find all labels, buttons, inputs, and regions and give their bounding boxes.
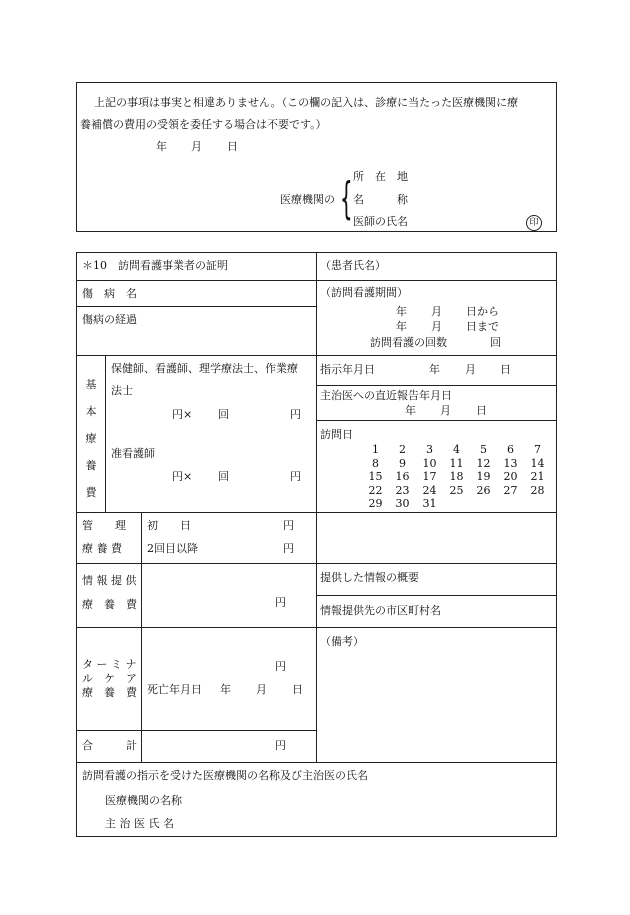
- report-date-day: 日: [476, 404, 487, 417]
- death-date-label: 死亡年月日: [147, 683, 202, 696]
- visit-day-18: 18: [449, 470, 464, 483]
- row-line: [76, 512, 557, 513]
- row-line: [76, 563, 557, 564]
- management-second-label: 2回目以降: [147, 542, 198, 555]
- disease-name-label: 傷 病 名: [82, 287, 137, 300]
- visit-unit-2: 回: [218, 470, 229, 483]
- visit-day-9: 9: [399, 456, 406, 470]
- total-label: 合 計: [82, 739, 137, 752]
- visit-unit-1: 回: [218, 408, 229, 421]
- management-fee-label-1: 管 理: [82, 519, 126, 532]
- period-from-month: 月: [431, 305, 442, 318]
- row-line: [76, 730, 316, 731]
- visit-day-5: 5: [480, 443, 487, 456]
- visit-day-28: 28: [530, 483, 545, 497]
- amount-unit-1: 円: [290, 408, 301, 421]
- row-line: [76, 306, 316, 307]
- address-field-label: 所 在 地: [353, 170, 408, 183]
- row-line: [316, 420, 557, 421]
- visit-day-2: 2: [399, 443, 406, 456]
- info-fee-label-1: 情 報 提 供: [82, 574, 137, 587]
- visit-day-20: 20: [503, 470, 518, 483]
- visit-day-29: 29: [368, 497, 383, 510]
- label-column-divider: [105, 355, 106, 512]
- visit-day-21: 21: [530, 470, 545, 483]
- section-title: ＊10 訪問看護事業者の証明: [82, 259, 228, 272]
- visit-days-grid: [362, 443, 551, 511]
- management-first-day-label: 初 日: [147, 519, 191, 532]
- report-date-year: 年: [405, 404, 416, 417]
- instruction-doctor-label: 主 治 医 氏 名: [105, 817, 174, 830]
- terminal-care-label-1: タ ー ミ ナ: [82, 658, 137, 671]
- nurse-types-line-1: 保健師、看護師、理学療法士、作業療: [111, 362, 298, 375]
- report-date-month: 月: [440, 404, 451, 417]
- terminal-care-label-3: 療 養 費: [82, 686, 137, 699]
- row-line: [76, 280, 557, 281]
- management-first-day-yen: 円: [283, 519, 294, 532]
- management-second-yen: 円: [283, 542, 294, 555]
- period-from-year: 年: [396, 305, 407, 318]
- amount-unit-2: 円: [290, 470, 301, 483]
- rate-per-visit-1: 円×: [172, 408, 193, 421]
- date-year-label: 年: [156, 140, 167, 153]
- period-to-day: 日まで: [466, 320, 499, 333]
- basic-fee-label: [84, 378, 98, 513]
- terminal-care-yen: 円: [275, 660, 286, 673]
- nurse-types-line-2: 法士: [111, 384, 133, 397]
- visit-count-unit: 回: [490, 336, 501, 349]
- period-to-year: 年: [396, 320, 407, 333]
- basic-fee-char: 基: [85, 378, 97, 391]
- institution-label: 医療機関の: [280, 193, 335, 206]
- visit-day-8: 8: [372, 456, 379, 470]
- visit-days-label: 訪問日: [320, 428, 353, 441]
- order-date-label: 指示年月日: [320, 363, 375, 376]
- visit-day-12: 12: [476, 456, 491, 470]
- visit-day-6: 6: [507, 443, 514, 456]
- total-yen: 円: [275, 739, 286, 752]
- visit-day-3: 3: [426, 443, 433, 456]
- row-line: [76, 355, 557, 356]
- visit-day-26: 26: [476, 483, 491, 497]
- management-fee-label-2: 療 養 費: [82, 542, 122, 555]
- visit-day-4: 4: [453, 443, 460, 456]
- progress-label: 傷病の経過: [82, 313, 137, 326]
- period-label: （訪問看護期間）: [320, 286, 408, 299]
- order-date-day: 日: [500, 363, 511, 376]
- rate-per-visit-2: 円×: [172, 470, 193, 483]
- row-line: [316, 385, 557, 386]
- report-date-label: 主治医への直近報告年月日: [320, 389, 452, 402]
- seal-mark-icon: 印: [526, 215, 542, 231]
- visit-day-19: 19: [476, 470, 491, 483]
- basic-fee-char: 養: [85, 459, 97, 472]
- basic-fee-char: 費: [85, 486, 97, 499]
- order-date-year: 年: [429, 363, 440, 376]
- visit-day-15: 15: [368, 470, 383, 483]
- info-fee-label-2: 療 養 費: [82, 598, 137, 611]
- patient-name-label: （患者氏名）: [320, 259, 386, 272]
- visit-day-31: 31: [422, 497, 437, 510]
- visit-day-16: 16: [395, 470, 410, 483]
- row-line: [316, 595, 557, 596]
- name-field-label: 名 称: [353, 193, 408, 206]
- date-month-label: 月: [191, 140, 202, 153]
- basic-fee-char: 本: [85, 405, 97, 418]
- visit-day-23: 23: [395, 483, 410, 497]
- instruction-title: 訪問看護の指示を受けた医療機関の名称及び主治医の氏名: [82, 769, 368, 782]
- visit-day-27: 27: [503, 483, 518, 497]
- info-fee-yen: 円: [275, 596, 286, 609]
- visit-day-17: 17: [422, 470, 437, 483]
- declaration-line-2: 養補償の費用の受領を委任する場合は不要です。）: [80, 118, 327, 131]
- visit-day-22: 22: [368, 483, 383, 497]
- assistant-nurse-label: 准看護師: [111, 447, 155, 460]
- label-column-divider-lower: [141, 512, 142, 762]
- death-date-year: 年: [220, 683, 231, 696]
- doctor-name-field-label: 医師の氏名: [353, 215, 408, 228]
- column-divider: [316, 252, 317, 762]
- visit-day-11: 11: [449, 456, 464, 470]
- info-municipality-label: 情報提供先の市区町村名: [320, 604, 441, 617]
- period-to-month: 月: [431, 320, 442, 333]
- declaration-line-1: 上記の事項は事実と相違ありません。（この欄の記入は、診療に当たった医療機関に療: [94, 96, 519, 109]
- brace-icon: {: [340, 173, 353, 224]
- remarks-label: （備考）: [320, 635, 364, 648]
- visit-count-label: 訪問看護の回数: [370, 336, 447, 349]
- visit-day-13: 13: [503, 456, 518, 470]
- visit-day-24: 24: [422, 483, 437, 497]
- info-summary-label: 提供した情報の概要: [320, 571, 419, 584]
- visit-day-1: 1: [372, 443, 379, 456]
- visit-day-10: 10: [422, 456, 437, 470]
- date-day-label: 日: [227, 140, 238, 153]
- row-line: [76, 762, 557, 763]
- basic-fee-char: 療: [85, 432, 97, 445]
- visit-day-14: 14: [530, 456, 545, 470]
- period-from-day: 日から: [466, 305, 499, 318]
- death-date-month: 月: [256, 683, 267, 696]
- visit-day-25: 25: [449, 483, 464, 497]
- order-date-month: 月: [465, 363, 476, 376]
- visit-day-7: 7: [534, 443, 541, 456]
- row-line: [76, 627, 557, 628]
- instruction-institution-label: 医療機関の名称: [105, 794, 182, 807]
- terminal-care-label-2: ル ケ ア: [82, 672, 137, 685]
- death-date-day: 日: [292, 683, 303, 696]
- visit-day-30: 30: [395, 497, 410, 510]
